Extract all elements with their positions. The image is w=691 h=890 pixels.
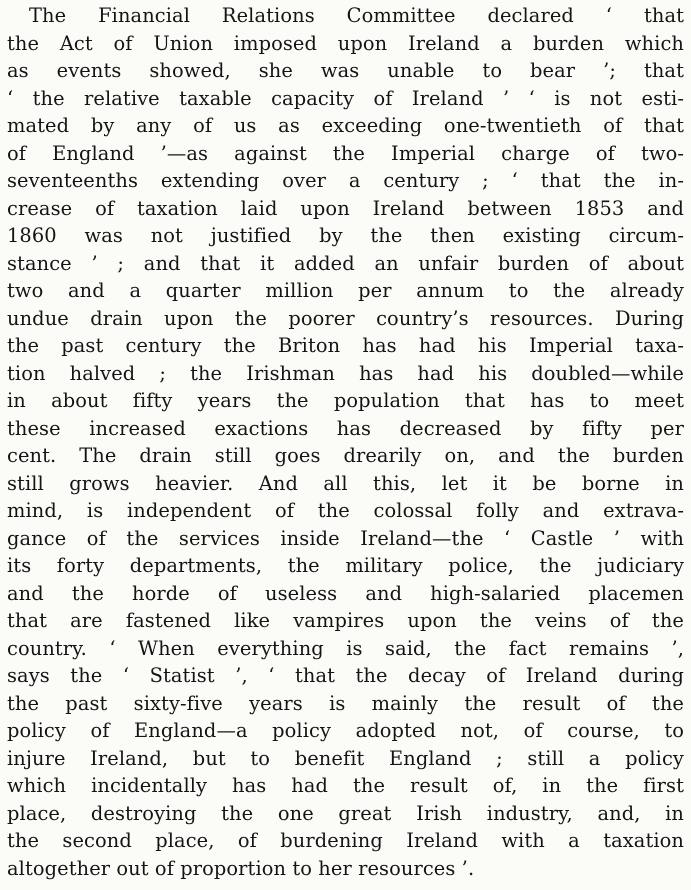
text-line: country. ‘ When everything is said, the fact remains ’, [7,636,684,660]
text-line: mated by any of us as exceeding one-twentieth of that [7,114,684,137]
text-line: ‘ the relative taxable capacity of Ireland ’ ‘ is not esti- [7,86,684,110]
text-column [7,2,684,882]
text-line: place, destroying the one great Irish industry, and, in [7,801,684,825]
text-line: mind, is independent of the colossal folly and extrava- [7,499,684,522]
text-line: 1860 was not justified by the then existing circum- [7,224,684,247]
text-line: tion halved ; the Irishman has had his doubled—while [7,361,684,385]
text-line: as events showed, she was unable to bear ’; that [7,59,684,82]
text-line: cent. The drain still goes drearily on, and the burden [7,444,684,467]
text-line: gance of the services inside Ireland—the ‘ Castle ’ with [7,526,684,550]
text-line: the second place, of burdening Ireland with a taxation [7,829,684,852]
text-line: in about fifty years the population that has to meet [7,389,684,412]
text-line: crease of taxation laid upon Ireland between 1853 and [7,196,684,220]
text-line: undue drain upon the poorer country’s resources. During [7,306,684,330]
text-line: the Act of Union imposed upon Ireland a burden which [7,31,684,55]
text-line: the past sixty-five years is mainly the result of the [7,691,684,715]
text-line: two and a quarter million per annum to the already [7,279,684,302]
text-line: altogether out of proportion to her resources ’. [7,856,475,880]
text-line: policy of England—a policy adopted not, of course, to [7,719,684,742]
text-line: seventeenths extending over a century ; ‘ that the in- [7,169,684,192]
text-line: The Financial Relations Committee declared ‘ that [29,4,684,27]
text-line: still grows heavier. And all this, let it be borne in [7,471,684,495]
text-line: that are fastened like vampires upon the veins of the [7,609,684,632]
text-line: injure Ireland, but to benefit England ; still a policy [7,746,684,770]
text-line: the past century the Briton has had his Imperial taxa- [7,334,684,357]
text-line: says the ‘ Statist ’, ‘ that the decay of Ireland during [7,664,684,687]
text-line: which incidentally has had the result of, in the first [7,774,684,797]
text-line: these increased exactions has decreased by fifty per [7,416,684,440]
text-line: and the horde of useless and high-salaried placemen [7,581,684,605]
text-line: of England ’—as against the Imperial charge of two- [7,141,684,165]
text-line: stance ’ ; and that it added an unfair burden of about [7,251,684,275]
text-line: its forty departments, the military police, the judiciary [7,554,684,577]
